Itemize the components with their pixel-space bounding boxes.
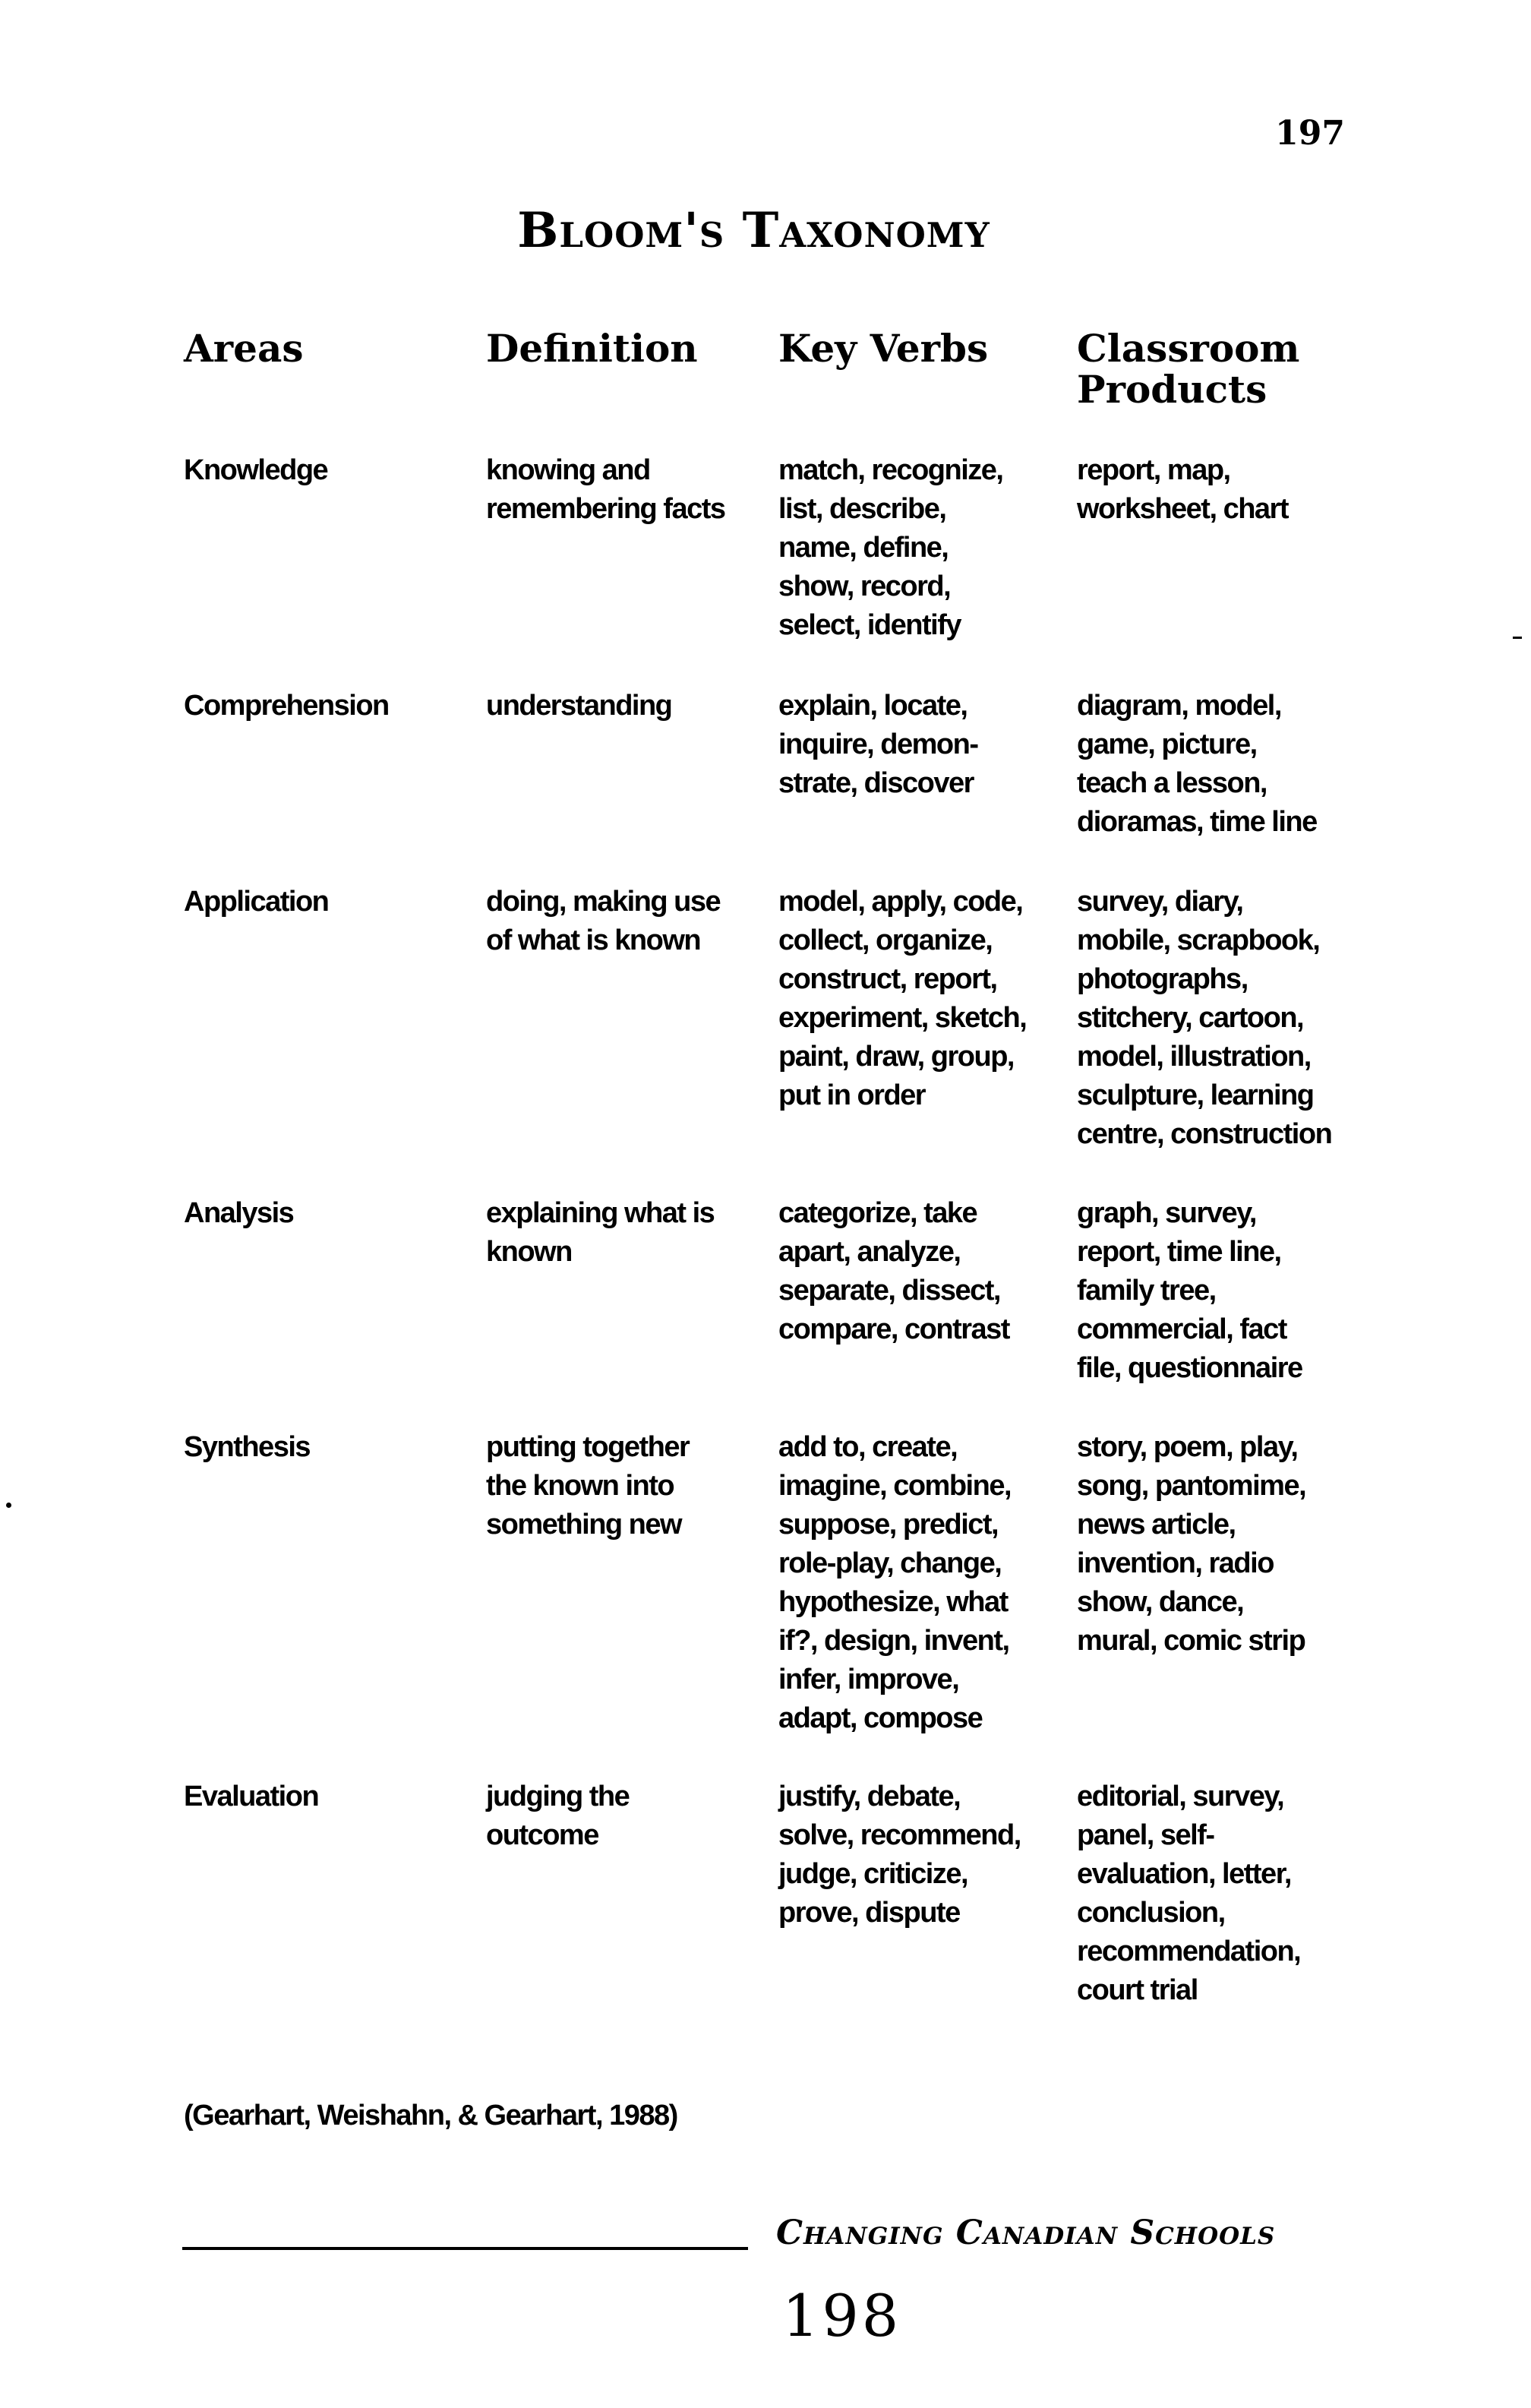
- key-verbs-cell: add to, create, imagine, combine, suppose, predict, role-play, change, hypothesize, what if?, design, invent, infer, improve, adapt, compose: [778, 1431, 1012, 1734]
- area-cell: Evaluation: [184, 1781, 319, 1812]
- key-verbs-cell: categorize, take apart, analyze, separate, dissect, compare, contrast: [778, 1197, 1009, 1345]
- page-title: Bloom's Taxonomy: [517, 202, 990, 259]
- area-cell: Application: [184, 886, 329, 918]
- scan-speck: [1513, 637, 1522, 639]
- column-header-classroom-products: Classroom Products: [1077, 326, 1300, 412]
- page-number: 197: [1275, 114, 1345, 153]
- column-header-definition: Definition: [486, 326, 698, 371]
- key-verbs-cell: match, recognize, list, describe, name, define, show, record, select, identify: [778, 454, 1003, 641]
- area-cell: Synthesis: [184, 1431, 311, 1463]
- key-verbs-cell: justify, debate, solve, recommend, judge, criticize, prove, dispute: [778, 1781, 1021, 1929]
- footer-divider: [182, 2247, 748, 2250]
- citation: (Gearhart, Weishahn, & Gearhart, 1988): [184, 2100, 677, 2131]
- area-cell: Knowledge: [184, 454, 328, 486]
- column-header-areas: Areas: [184, 326, 304, 371]
- products-cell: story, poem, play, song, pantomime, news article, invention, radio show, dance, mural, comic strip: [1077, 1431, 1306, 1657]
- definition-cell: understanding: [486, 690, 672, 722]
- definition-cell: explaining what is known: [486, 1197, 715, 1268]
- book-title: Changing Canadian Schools: [776, 2214, 1276, 2252]
- sheet-number: 198: [782, 2282, 902, 2350]
- definition-cell: knowing and remembering facts: [486, 454, 725, 525]
- products-cell: editorial, survey, panel, self- evaluation, letter, conclusion, recommendation, court trial: [1077, 1781, 1301, 2006]
- key-verbs-cell: model, apply, code, collect, organize, construct, report, experiment, sketch, paint, draw, group, put in order: [778, 886, 1027, 1111]
- products-cell: survey, diary, mobile, scrapbook, photographs, stitchery, cartoon, model, illustration, sculpture, learning centre, construction: [1077, 886, 1332, 1150]
- definition-cell: doing, making use of what is known: [486, 886, 721, 956]
- products-cell: diagram, model, game, picture, teach a lesson, dioramas, time line: [1077, 690, 1317, 838]
- scan-speck: [6, 1503, 11, 1508]
- definition-cell: judging the outcome: [486, 1781, 630, 1851]
- column-header-key-verbs: Key Verbs: [778, 326, 989, 371]
- key-verbs-cell: explain, locate, inquire, demon- strate, discover: [778, 690, 978, 799]
- definition-cell: putting together the known into something new: [486, 1431, 690, 1541]
- area-cell: Comprehension: [184, 690, 389, 722]
- products-cell: graph, survey, report, time line, family tree, commercial, fact file, questionnaire: [1077, 1197, 1302, 1384]
- area-cell: Analysis: [184, 1197, 294, 1229]
- products-cell: report, map, worksheet, chart: [1077, 454, 1288, 525]
